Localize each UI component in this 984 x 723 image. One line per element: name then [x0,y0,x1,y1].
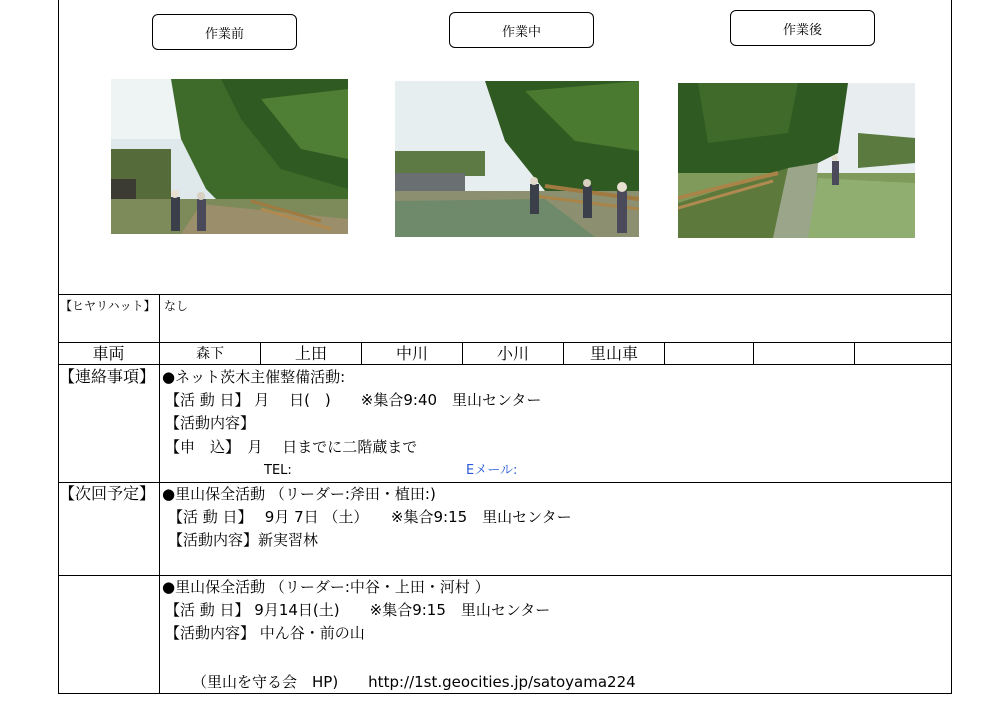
outer-right-border [951,0,952,693]
next-b-line-1: ●里山保全活動 （リーダー:中谷・上田・河村 ） [162,578,490,596]
during-label [449,12,594,48]
hiyari-label: 【ヒヤリハット】 [60,299,156,313]
photo-during [395,81,639,237]
row-divider-vehicle-top [58,342,952,343]
vehicle-label: 車両 [92,344,125,363]
contact-line-3: 【活動内容】 [165,414,256,432]
vehicle-cell: 中川 [395,344,428,363]
next-a-line-3: 【活動内容】新実習林 [168,531,319,549]
contact-tel: TEL: [264,463,292,478]
during-label-text: 作業中 [501,24,541,40]
row-divider-vehicle-bottom [58,364,952,365]
vehicle-cell: 上田 [294,344,327,363]
next-label: 【次回予定】 [59,484,156,503]
next-a-line-2: 【活 動 日】 9月 7日 （土） ※集合9:15 里山センター [168,508,572,526]
photo-before [111,79,348,234]
row-divider-next-top [58,482,952,483]
contact-line-4: 【申 込】 月 日までに二階蔵まで [165,438,418,456]
after-label [730,10,875,46]
vehicle-cell: 里山車 [589,344,638,363]
contact-label: 【連絡事項】 [59,367,156,386]
footer-hp-link[interactable]: （里山を守る会 HP) http://1st.geocities.jp/satoyama224 [192,673,636,691]
next-a-line-1: ●里山保全活動 （リーダー:斧田・植田:) [162,485,436,503]
photo-after [678,83,915,238]
after-label-text: 作業後 [782,22,822,38]
vehicle-cell: 小川 [496,344,529,363]
next-b-line-3: 【活動内容】 中ん谷・前の山 [165,624,365,642]
contact-line-1: ●ネット茨木主催整備活動: [162,368,346,386]
before-label [152,14,297,50]
next-b-line-2: 【活 動 日】 9月14日(土) ※集合9:15 里山センター [165,601,551,619]
vehicle-cell [754,344,854,364]
vehicle-cell: 森下 [196,346,224,362]
hiyari-value: なし [164,299,189,313]
row-divider-hiyari-top [58,294,952,295]
vehicle-cell [665,344,753,364]
row-divider-next-b-top [58,575,952,576]
contact-line-2: 【活 動 日】 月 日( ) ※集合9:40 里山センター [165,391,542,409]
contact-email: Eメール: [466,463,518,478]
vehicle-cell [855,344,951,364]
before-label-text: 作業前 [204,26,244,42]
bottom-border [58,693,952,694]
